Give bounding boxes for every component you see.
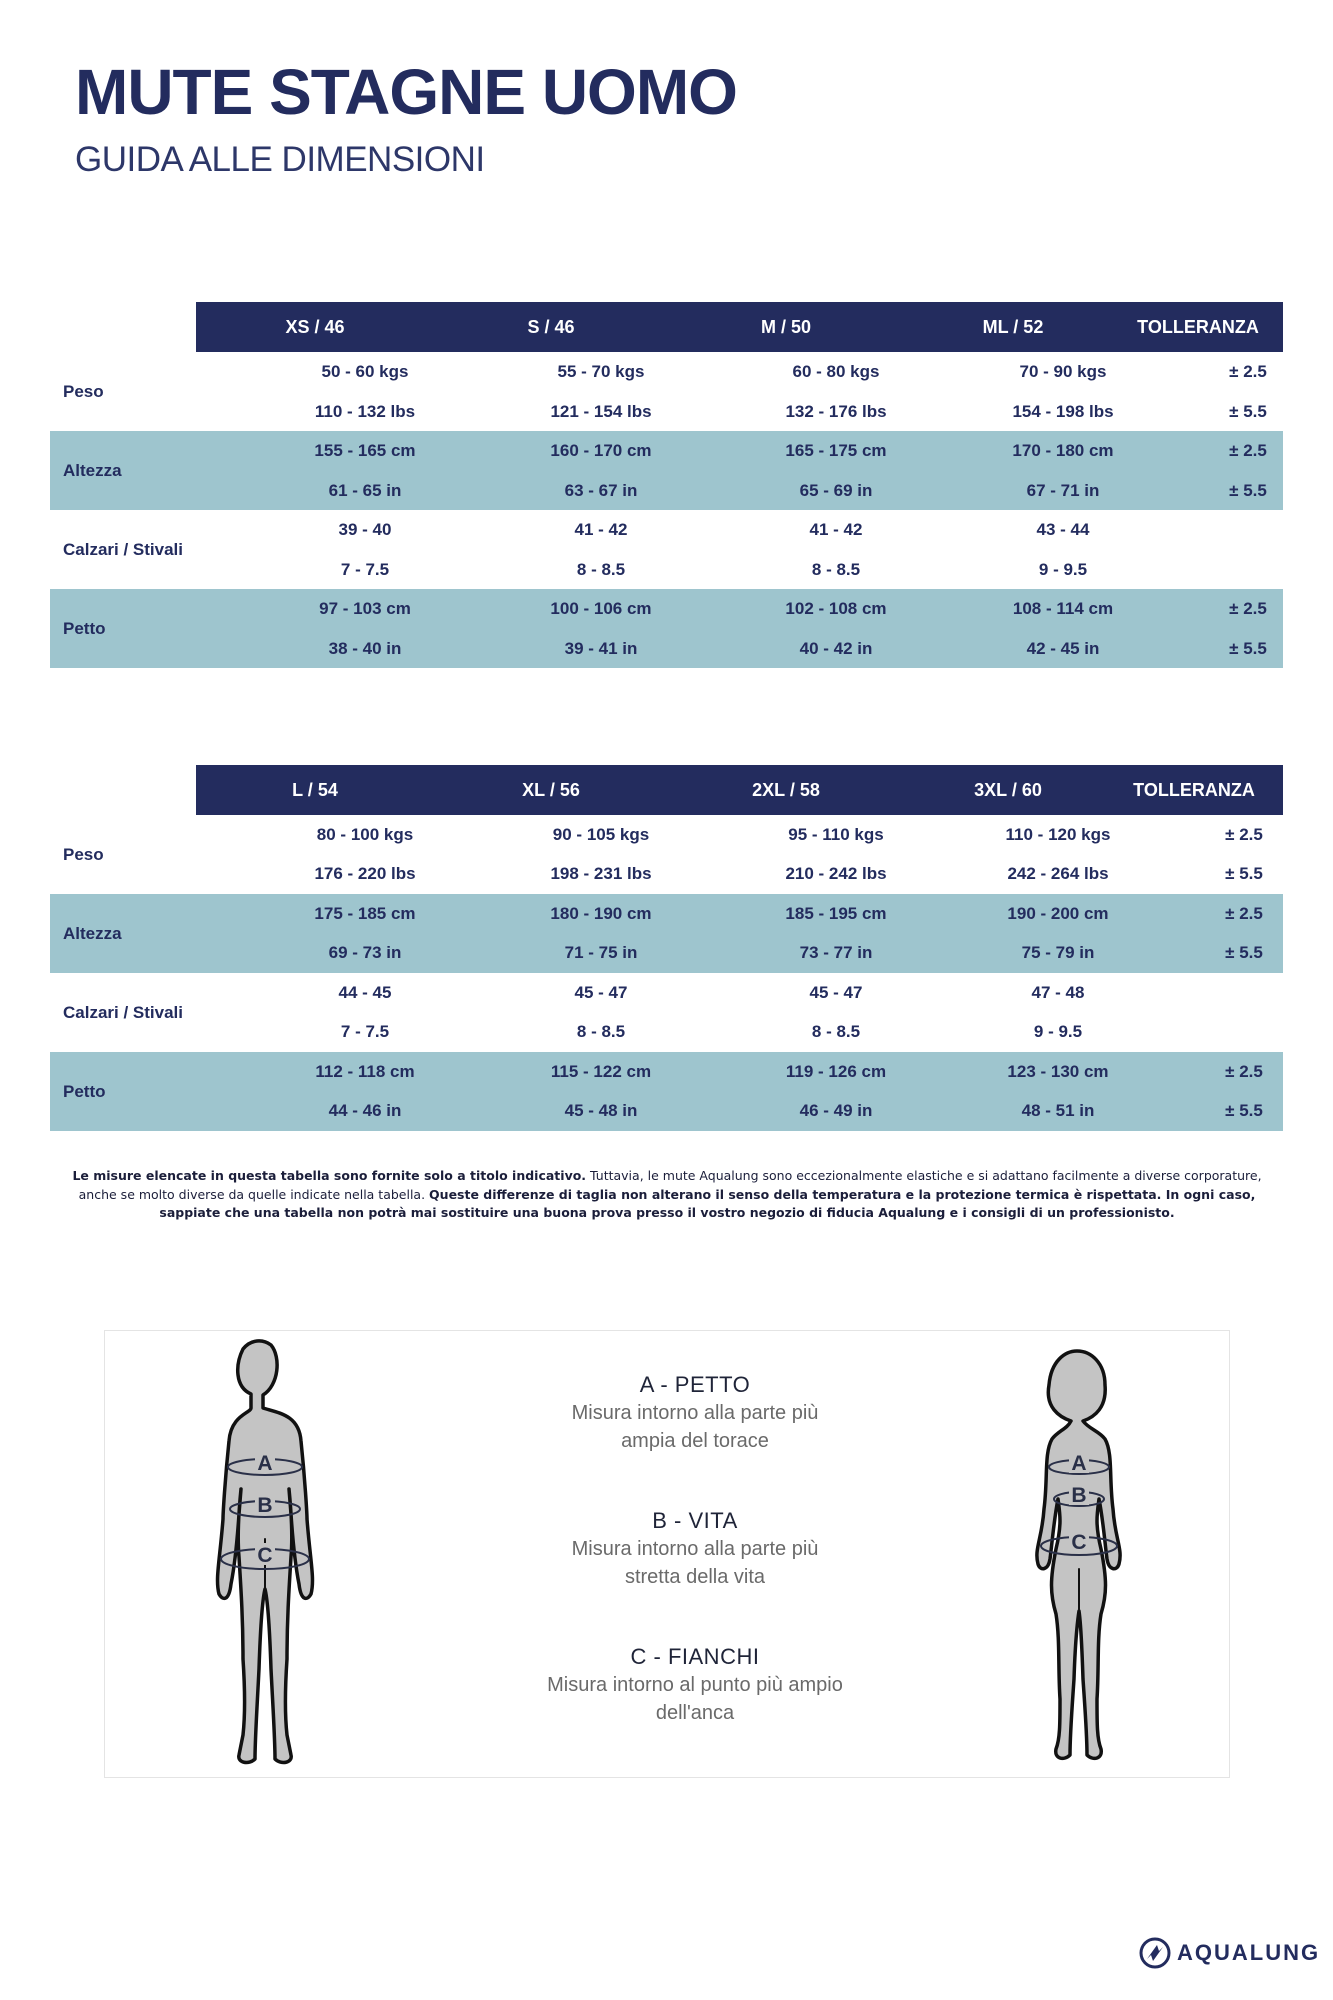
table-cell-tolerance <box>1168 559 1328 581</box>
table-cell: 185 - 195 cm <box>785 904 887 923</box>
table-cell-tolerance: ± 5.5 <box>1225 1101 1263 1120</box>
table-cell: 8 - 8.5 <box>811 1022 861 1041</box>
table-row <box>50 352 1283 431</box>
page-title: MUTE STAGNE UOMO <box>75 56 737 128</box>
table-cell: 40 - 42 in <box>799 639 873 658</box>
table-cell: 71 - 75 in <box>564 943 638 962</box>
table-row <box>50 973 1283 1052</box>
table-cell: 170 - 180 cm <box>1012 441 1114 460</box>
table-cell-tolerance: ± 5.5 <box>1229 639 1267 658</box>
column-header: XS / 46 <box>285 317 345 337</box>
table-cell: 176 - 220 lbs <box>314 864 416 883</box>
measurement-guide-panel <box>104 1330 1230 1778</box>
table-cell: 50 - 60 kgs <box>321 362 409 381</box>
table-cell-tolerance <box>1164 982 1324 1004</box>
table-header <box>196 302 1283 352</box>
table-cell: 160 - 170 cm <box>550 441 652 460</box>
table-cell: 100 - 106 cm <box>550 599 652 618</box>
table-header <box>196 765 1283 815</box>
figure-label-b: B <box>257 1494 273 1517</box>
table-cell: 110 - 132 lbs <box>314 402 416 421</box>
table-cell: 108 - 114 cm <box>1012 599 1114 618</box>
measurement-fianchi <box>505 1643 885 1727</box>
table-cell: 97 - 103 cm <box>319 599 411 618</box>
disclaimer-part-1: Le misure elencate in questa tabella sono fornite solo a titolo indicativo. <box>72 1168 587 1183</box>
table-cell: 115 - 122 cm <box>550 1062 652 1081</box>
size-table-1 <box>50 302 1283 668</box>
table-cell: 123 - 130 cm <box>1007 1062 1109 1081</box>
table-cell: 154 - 198 lbs <box>1012 402 1114 421</box>
table-cell: 75 - 79 in <box>1021 943 1095 962</box>
table-cell: 102 - 108 cm <box>785 599 887 618</box>
figure-label-c: C <box>1071 1531 1087 1554</box>
row-label: Altezza <box>63 461 122 480</box>
table-cell: 7 - 7.5 <box>340 560 390 579</box>
column-header-tolerance: TOLLERANZA <box>1137 317 1259 337</box>
female-figure-icon <box>1009 1349 1149 1774</box>
figure-label-a: A <box>1071 1452 1087 1475</box>
table-cell-tolerance: ± 2.5 <box>1229 441 1267 460</box>
table-cell: 42 - 45 in <box>1026 639 1100 658</box>
column-header-tolerance: TOLLERANZA <box>1133 780 1255 800</box>
measurement-vita <box>505 1507 885 1591</box>
size-table-2 <box>50 765 1283 1131</box>
table-cell: 48 - 51 in <box>1021 1101 1095 1120</box>
table-cell: 39 - 41 in <box>564 639 638 658</box>
table-cell: 80 - 100 kgs <box>316 825 414 844</box>
table-cell: 41 - 42 <box>574 520 628 539</box>
table-cell: 45 - 47 <box>809 983 863 1002</box>
table-cell: 39 - 40 <box>338 520 392 539</box>
measurement-title: C - FIANCHI <box>630 1644 760 1669</box>
page-subtitle: GUIDA ALLE DIMENSIONI <box>75 140 485 179</box>
table-cell: 44 - 46 in <box>328 1101 402 1120</box>
table-cell: 210 - 242 lbs <box>785 864 887 883</box>
table-cell: 9 - 9.5 <box>1038 560 1088 579</box>
table-cell: 165 - 175 cm <box>785 441 887 460</box>
measurement-description: Misura intorno alla parte più <box>571 1402 819 1424</box>
table-cell-tolerance: ± 5.5 <box>1225 943 1263 962</box>
table-cell-tolerance <box>1168 519 1328 541</box>
figure-label-b: B <box>1071 1484 1087 1507</box>
table-row <box>50 431 1283 510</box>
table-cell-tolerance: ± 2.5 <box>1225 904 1263 923</box>
table-cell: 63 - 67 in <box>564 481 638 500</box>
table-cell-tolerance: ± 2.5 <box>1229 599 1267 618</box>
row-label: Peso <box>63 382 104 401</box>
column-header: M / 50 <box>760 317 812 337</box>
figure-label-a: A <box>257 1452 273 1475</box>
table-cell: 119 - 126 cm <box>785 1062 887 1081</box>
table-cell: 242 - 264 lbs <box>1007 864 1109 883</box>
table-cell: 43 - 44 <box>1036 520 1090 539</box>
column-header: L / 54 <box>292 780 338 800</box>
table-cell-tolerance: ± 5.5 <box>1225 864 1263 883</box>
table-row <box>50 894 1283 973</box>
row-label: Petto <box>63 1082 106 1101</box>
table-cell: 8 - 8.5 <box>811 560 861 579</box>
row-label: Calzari / Stivali <box>63 1003 183 1022</box>
table-cell: 95 - 110 kgs <box>788 825 884 844</box>
table-cell-tolerance: ± 2.5 <box>1225 1062 1263 1081</box>
row-label: Calzari / Stivali <box>63 540 183 559</box>
aqualung-logo <box>1139 1935 1321 1971</box>
table-cell: 38 - 40 in <box>328 639 402 658</box>
table-cell: 90 - 105 kgs <box>552 825 650 844</box>
table-cell-tolerance <box>1164 1021 1324 1043</box>
table-cell: 70 - 90 kgs <box>1019 362 1107 381</box>
table-cell: 45 - 47 <box>574 983 628 1002</box>
table-row <box>50 510 1283 589</box>
table-cell: 180 - 190 cm <box>550 904 652 923</box>
table-cell: 110 - 120 kgs <box>1005 825 1111 844</box>
table-cell: 47 - 48 <box>1031 983 1085 1002</box>
column-header: 2XL / 58 <box>752 780 820 800</box>
table-row <box>50 815 1283 894</box>
measurement-description: Misura intorno alla parte più <box>571 1538 819 1560</box>
table-cell: 61 - 65 in <box>328 481 402 500</box>
male-figure-icon <box>195 1339 335 1769</box>
table-cell: 67 - 71 in <box>1026 481 1100 500</box>
table-cell: 175 - 185 cm <box>314 904 416 923</box>
table-cell-tolerance: ± 2.5 <box>1225 825 1263 844</box>
measurement-petto <box>505 1371 885 1455</box>
row-label: Petto <box>63 619 106 638</box>
column-header: S / 46 <box>527 317 575 337</box>
table-cell: 155 - 165 cm <box>314 441 416 460</box>
measurement-description: stretta della vita <box>624 1566 766 1588</box>
table-cell: 60 - 80 kgs <box>792 362 880 381</box>
column-header: ML / 52 <box>982 317 1044 337</box>
measurement-title: A - PETTO <box>639 1372 751 1397</box>
table-cell: 69 - 73 in <box>328 943 402 962</box>
table-cell-tolerance: ± 2.5 <box>1229 362 1267 381</box>
table-cell: 8 - 8.5 <box>576 560 626 579</box>
table-cell: 8 - 8.5 <box>576 1022 626 1041</box>
table-cell: 65 - 69 in <box>799 481 873 500</box>
table-cell: 73 - 77 in <box>799 943 873 962</box>
disclaimer-text <box>72 1167 1262 1223</box>
table-cell: 112 - 118 cm <box>315 1062 415 1081</box>
figure-label-c: C <box>257 1544 273 1567</box>
table-cell: 55 - 70 kgs <box>557 362 645 381</box>
disclaimer-part-2: Tuttavia, le mute Aqualung sono eccezionalmente elastiche e si adattano facilmente a diverse corporature, anche se molto diverse da quelle indicate nella tabella. <box>78 1168 1262 1202</box>
measurement-title: B - VITA <box>652 1508 738 1533</box>
brand-name: AQUALUNG <box>1177 1940 1321 1965</box>
column-header: XL / 56 <box>522 780 580 800</box>
table-cell: 41 - 42 <box>809 520 863 539</box>
disclaimer-part-3: Queste differenze di taglia non alterano il senso della temperatura e la protezione termica è rispettata. In ogni caso, sappiate che una tabella non potrà mai sostituire una buona prova presso il vostro negozio di fiducia Aqualung e i consigli di un professionisto. <box>159 1186 1256 1220</box>
table-cell: 132 - 176 lbs <box>785 402 887 421</box>
table-row <box>50 589 1283 668</box>
table-cell: 121 - 154 lbs <box>550 402 652 421</box>
measurement-description: Misura intorno al punto più ampio <box>547 1674 843 1696</box>
table-row <box>50 1052 1283 1131</box>
table-cell: 44 - 45 <box>338 983 392 1002</box>
table-cell-tolerance: ± 5.5 <box>1229 402 1267 421</box>
row-label: Peso <box>63 845 104 864</box>
table-cell: 46 - 49 in <box>799 1101 873 1120</box>
table-cell-tolerance: ± 5.5 <box>1229 481 1267 500</box>
table-cell: 190 - 200 cm <box>1007 904 1109 923</box>
table-cell: 45 - 48 in <box>564 1101 638 1120</box>
table-cell: 9 - 9.5 <box>1033 1022 1083 1041</box>
aqualung-logo-icon <box>1139 1937 1171 1969</box>
column-header: 3XL / 60 <box>974 780 1042 800</box>
measurement-description: ampia del torace <box>621 1430 769 1452</box>
table-cell: 7 - 7.5 <box>340 1022 390 1041</box>
row-label: Altezza <box>63 924 122 943</box>
table-cell: 198 - 231 lbs <box>550 864 652 883</box>
measurement-description: dell'anca <box>655 1702 735 1724</box>
